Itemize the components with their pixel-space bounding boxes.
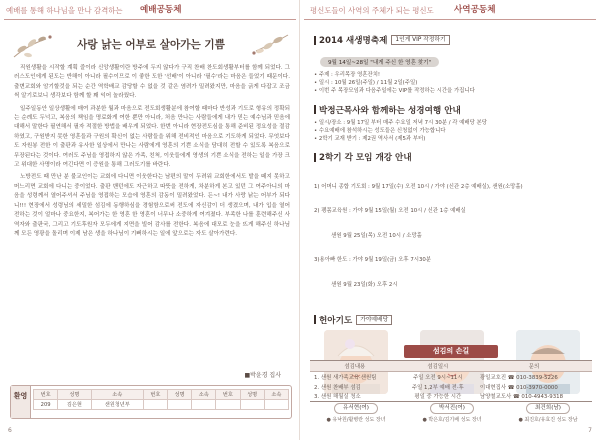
section-title-text: 박정근목사와 함께하는 성경여행 안내	[319, 105, 461, 116]
bullet-list	[314, 71, 590, 96]
section-bar-icon	[314, 36, 316, 45]
table-header: 번호	[143, 390, 167, 400]
baby-name: 최건희(남)	[526, 403, 570, 414]
table-cell	[167, 400, 191, 410]
table-cell: 남양철교도사 ☎ 010-4943-9318	[480, 394, 564, 401]
header-divider	[304, 19, 596, 20]
welcome-visitor-box	[10, 385, 292, 419]
table-cell: 2. 샌원 찬배부 섬김	[314, 384, 361, 391]
article-paragraph: 직원생활을 시작할 계획 즐이라 신앙생활이란 방주에 두지 않다가 구직 찬배 찬도회생활부터를 함께 되었다. 그러스도인에게 된도는 반해이 아니라 필수이므로 이 좋한 도한 '선배'이 아니라 '필수'라는 마음은 들었기 때문이다. 출변교회와 암기할것을 되는 순간 역학배교 감당할 수 없을 것 같은 염려가 밀려왔지만, 마음을 긁게 다잡고 조금씩 알기로보니 생각보다 함께 할 꽤 익어 놀라웠다.	[14, 65, 290, 100]
table-row	[310, 382, 592, 392]
table-header: 소속	[264, 390, 288, 400]
section-tag: 1인게 VIP 작정하기	[391, 35, 449, 45]
section-bible-journey	[314, 104, 590, 144]
testimony-article	[14, 64, 290, 242]
article-paragraph: 노방전도 때 만난 분 불교인이는 교회에 다니면 이웃한다는 남편의 말이 두려워 교회한에서도 발을 떼지 못하고 머느리면 교회에 다니는 중이었다. 출판 밴턴에도 자근하고 따뜻을 전하게, 차분하게 본고 있던 그 여주아니의 마음을 성령께서 열어주셔서 주님을 영접하는 모습에 영혼의 감동이 밀려왔었다. 든~! 내가 사랑 낡는 어부가 되다니!!! 현장에서 성령님의 세밀한 섬김에 동행하심을 경험함으로써 전도에 자신감이 더 생겼으며, 내가 입을 열어 전하는 것이 얼마나 중요한지, 복어가는 한 영혼 한 영혼이 너무나 소중하게 여겨졌다. 부족한 나를 훈련해주신 사역자와 출판국, 그리고 기도후원자 모두에게 지면을 빌어 감사를 전한다. 복음에 대모로 눈을 뜨게 해주신 하나님께 모든 영광을 돌리며 이제 남은 생을 하나님이 기뻐하시는 일에 앞으로는 자도 살아가련다.	[14, 174, 290, 237]
serving-table	[310, 360, 592, 402]
baby-name: 유서현(여)	[334, 403, 378, 414]
visitor-table	[33, 389, 289, 410]
right-header	[300, 0, 600, 22]
welcome-label: 환영	[11, 386, 31, 418]
table-row	[310, 372, 592, 382]
left-header-title: 예배공동체	[140, 5, 182, 15]
table-cell: 샌원청년부	[91, 400, 143, 410]
left-header	[0, 0, 300, 22]
article-title: 사랑 낡는 어부로 살아가는 기쁨	[77, 39, 225, 51]
baby-parents: ● 유낙원/활병란 성도 장녀	[326, 416, 386, 423]
section-bar-icon	[314, 315, 316, 324]
list-item: 샌원 9월 23일(화) 오후 2시	[314, 282, 398, 289]
article-title-band	[10, 27, 292, 63]
table-cell	[143, 400, 167, 410]
table-header: 성명	[167, 390, 191, 400]
table-cell	[216, 400, 240, 410]
list-item: • 수요예배에 참석하시는 성도들은 신청없이 가능합니다	[314, 127, 446, 134]
table-cell: 평일 중 가능한 시간	[414, 394, 462, 401]
table-cell: 이대현집사 ☎ 010-3970-0000	[480, 384, 558, 391]
list-item: • 이번 주 목장모임과 다음주일에는 VIP를 작정하는 시간을 가집니다	[314, 88, 475, 95]
table-cell: 209	[34, 400, 58, 410]
table-cell: 주일 오전 9시~11시	[413, 374, 463, 381]
article-author: ■박윤경 집사	[244, 372, 281, 379]
section-new-life-festival	[314, 34, 590, 96]
table-cell	[192, 400, 216, 410]
table-header: 성명	[240, 390, 264, 400]
section-title-text: 헌아기도	[319, 315, 353, 326]
table-header: 번호	[34, 390, 58, 400]
table-header: 문의	[476, 361, 592, 372]
table-header: 섬김일시	[400, 361, 476, 372]
list-item: • 일시/장소 : 9월 17일 부터 매주 수요일 저녁 7시 30분 / 각 예배당 본당	[314, 119, 487, 126]
page-number: 7	[588, 427, 592, 434]
section-bar-icon	[314, 105, 316, 114]
section-title-text: 2014 새생명축제	[319, 36, 388, 46]
right-page	[300, 0, 600, 440]
right-header-title: 사역공동체	[454, 5, 496, 15]
article-paragraph: 일주일동안 일상생활에 매여 과분한 월과 마음으로 전도회생활분에 참여할 때마다 반성과 기도로 형유의 정확되는 순례도 두넉고, 복음의 책임을 명료화게 여한 뿐만 아니라, 처음 만나는 사람들에게 내가 믿는 예수님과 믿음에 대해서 말한다 필연해서 필자 적절한 방법을 배우게 되었다. 한번 아니라 현장전도심을 통해 준비된 정요성을 절감하였고, 구원받지 못한 영혼들과 구원의 확신이 없는 사람들을 위해 전비적인 마음으로 기도하게 되었다. 무엇보다도 자원봉 전한 이 출판과 유사한 일상에서 만나는 사람에게 영혼의 기쁜 소식을 담대히 전할 수 있도록 복음으로 무장된다는 것이다. 여러도 주님을 영접하지 않은 가족, 친척, 이웃들에게 영생의 기쁜 소식을 전하는 일을 가장 크고 위대한 사명이라 여긴다면 이 증원을 통해 그러도기를 바란다.	[14, 105, 290, 169]
header-divider	[4, 19, 296, 20]
bullet-list	[314, 119, 590, 144]
section-title	[314, 104, 590, 116]
table-cell	[240, 400, 264, 410]
page-number: 6	[8, 427, 12, 434]
bullet-list	[314, 166, 590, 305]
list-item: 1) 어머니 종합 기도회 : 9월 17일(수) 오전 10시 / 가야 (신관 2층 예배실), 샌원(소망홀)	[314, 183, 523, 190]
leaf-ornament-left-icon	[10, 27, 70, 63]
table-cell: 1. 샌원 새가족교육·샌원팀	[314, 374, 377, 381]
table-header-row	[34, 390, 289, 400]
section-title	[314, 34, 590, 46]
section-title	[314, 314, 590, 326]
table-cell: 주일 1,2부 예배 전·후	[411, 384, 464, 391]
serving-hands-banner: 섬김의 손길	[404, 345, 498, 358]
right-header-subtitle: 평신도들이 사역의 주체가 되는 평신도	[310, 6, 434, 15]
table-row	[310, 392, 592, 402]
serving-hands-section	[310, 345, 592, 402]
section-title	[314, 151, 590, 163]
date-pill: 9월 14일~28일 "내게 주신 한 영혼 찾기"	[320, 57, 439, 67]
section-title-text: 2학기 각 모임 개강 안내	[319, 153, 412, 164]
baby-name: 박서진(여)	[430, 403, 474, 414]
table-cell: 광일교호진 ☎ 010-3839-5226	[480, 374, 558, 381]
leaf-ornament-right-icon	[232, 27, 292, 63]
table-header: 소속	[91, 390, 143, 400]
section-tag: 가야예배당	[356, 315, 392, 325]
list-item: • 주제 : 우리목장 영혼잔치!	[314, 72, 381, 78]
section-semester-opening	[314, 151, 590, 305]
table-cell	[264, 400, 288, 410]
list-item: 3)용아빠 한도 : 가야 9월 19일(금) 오후 7시30분	[314, 257, 432, 264]
table-header: 섬김내용	[310, 361, 400, 372]
table-header: 성명	[58, 390, 92, 400]
table-cell: 김은현	[58, 400, 92, 410]
list-item: • 2학기 교재 받기 : 제2권 역사서 (제5과 부터)	[314, 136, 426, 143]
list-item: • 일시 : 10월 26일(주일) / 11월 2일(주일)	[314, 80, 418, 87]
left-header-subtitle: 예배를 통해 하나님을 만나 감격하는	[6, 6, 123, 15]
baby-parents: ● 최진호/유효진 성도 장남	[518, 416, 578, 423]
table-header: 번호	[216, 390, 240, 400]
table-header: 소속	[192, 390, 216, 400]
section-bar-icon	[314, 153, 316, 162]
table-header-row	[310, 361, 592, 372]
table-cell: 3. 샌원 해월실 청소	[314, 394, 361, 401]
baby-parents: ● 박은호/김기배 성도 장녀	[422, 416, 482, 423]
list-item: 샌원 9월 25일(목) 오전 10시 / 소망홀	[314, 232, 422, 239]
list-item: 2) 팽몸교육원 : 가야 9월 15일(월) 오전 10시 / 신관 1층 예배실	[314, 208, 466, 215]
table-row	[34, 400, 289, 410]
